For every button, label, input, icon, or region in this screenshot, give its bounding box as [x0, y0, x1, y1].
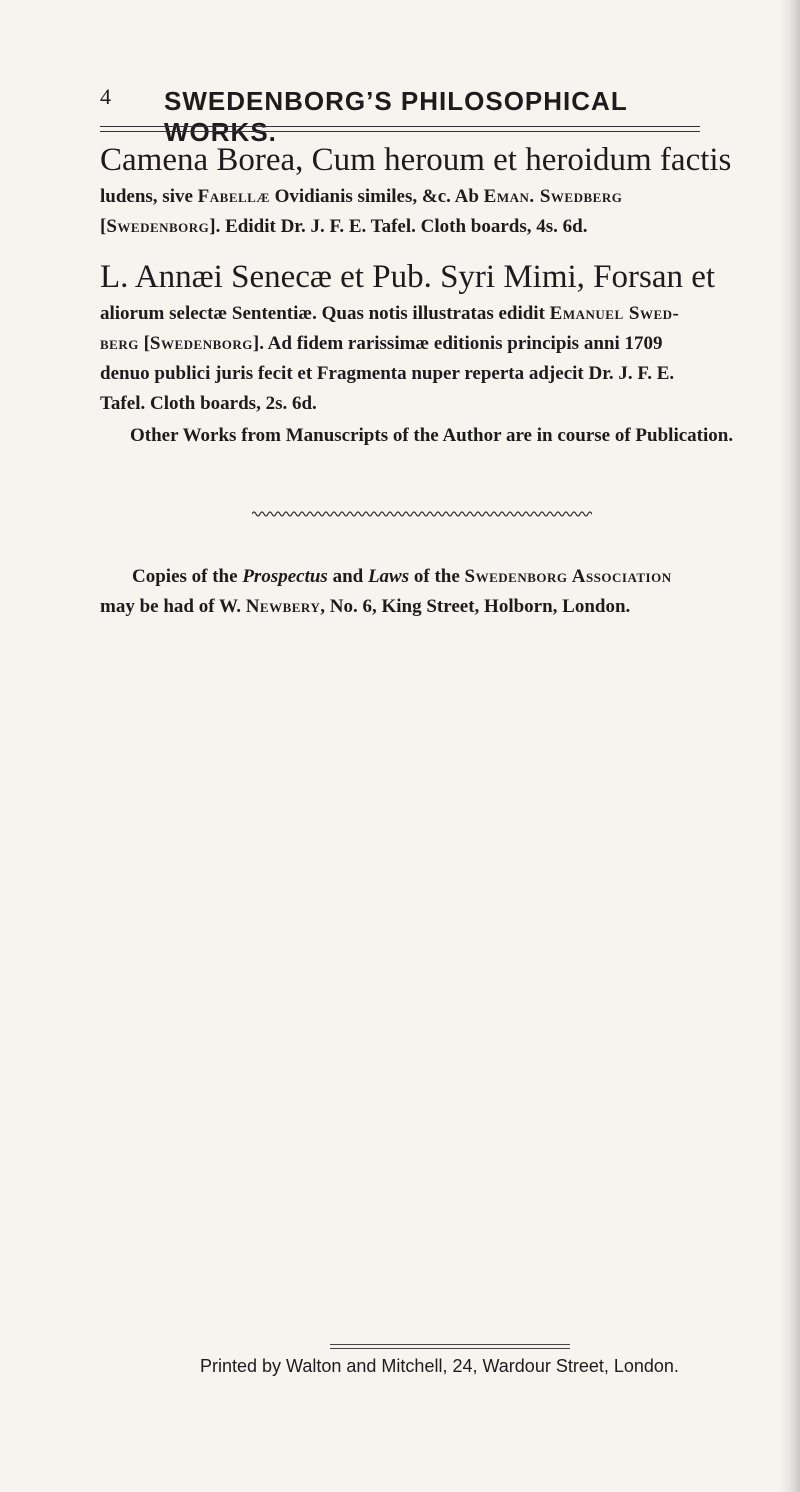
publication-note: Other Works from Manuscripts of the Author are in course of Publication.: [130, 425, 734, 446]
description-text: [: [138, 333, 150, 354]
copies-text: , No. 6, King Street, Holborn, London.: [320, 596, 631, 617]
description-text: ]. Ad fidem rarissimæ editionis principis anni 1709: [252, 333, 663, 354]
copies-text: and: [327, 566, 368, 587]
description-line: [100, 299, 770, 329]
description-text: Ovidianis similes, &c. Ab: [269, 186, 484, 207]
description-line: [100, 389, 770, 419]
copies-text: of the: [409, 566, 465, 587]
description-text: ludens, sive: [100, 186, 198, 207]
ornamental-wavy-rule: [252, 510, 592, 518]
description-line: [100, 359, 770, 389]
entry-title: L. Annæi Senecæ et Pub. Syri Mimi, Forsan et: [100, 259, 716, 295]
small-caps-name: Swedenborg: [149, 333, 253, 354]
entry-annaei-senecae: [100, 257, 770, 419]
small-caps-name: Eman. Swedberg: [483, 186, 623, 207]
page-number: 4: [100, 84, 111, 109]
entry-title: Camena Borea, Cum heroum et heroidum factis: [100, 142, 732, 178]
small-caps-name: berg: [100, 333, 139, 354]
laws-title: Laws: [367, 566, 410, 587]
description-line: [100, 182, 770, 212]
description-text: denuo publici juris fecit et Fragmenta nuper reperta adjecit Dr. J. F. E.: [100, 363, 675, 384]
printer-imprint: Printed by Walton and Mitchell, 24, Wardour Street, London.: [200, 1356, 679, 1376]
copies-text: may be had of W.: [100, 596, 246, 617]
small-caps-name: Emanuel Swed-: [549, 303, 680, 324]
description-line: [100, 212, 770, 242]
header-rule: [100, 126, 700, 132]
description-text: ]. Edidit Dr. J. F. E. Tafel. Cloth boards, 4s. 6d.: [209, 216, 588, 237]
prospectus-title: Prospectus: [242, 566, 328, 587]
entry-description: [100, 299, 770, 419]
description-text: [: [100, 216, 107, 237]
description-text: Tafel. Cloth boards, 2s. 6d.: [100, 393, 317, 414]
description-text: aliorum selectæ Sententiæ. Quas notis illustratas edidit: [100, 303, 550, 324]
association-name: Swedenborg Association: [464, 566, 672, 587]
copies-text: Copies of the: [132, 566, 243, 587]
copies-notice: [100, 562, 770, 622]
footer-rule: [330, 1344, 570, 1349]
small-caps-name: Swedenborg: [106, 216, 210, 237]
running-head: SWEDENBORG’S PHILOSOPHICAL WORKS.: [164, 86, 628, 147]
entry-description: [100, 182, 770, 242]
publisher-name: Newbery: [245, 596, 321, 617]
small-caps-name: Fabellæ: [197, 186, 270, 207]
page-edge-shadow: [778, 0, 800, 1492]
entry-camena-borea: [100, 140, 770, 242]
description-line: [100, 329, 770, 359]
